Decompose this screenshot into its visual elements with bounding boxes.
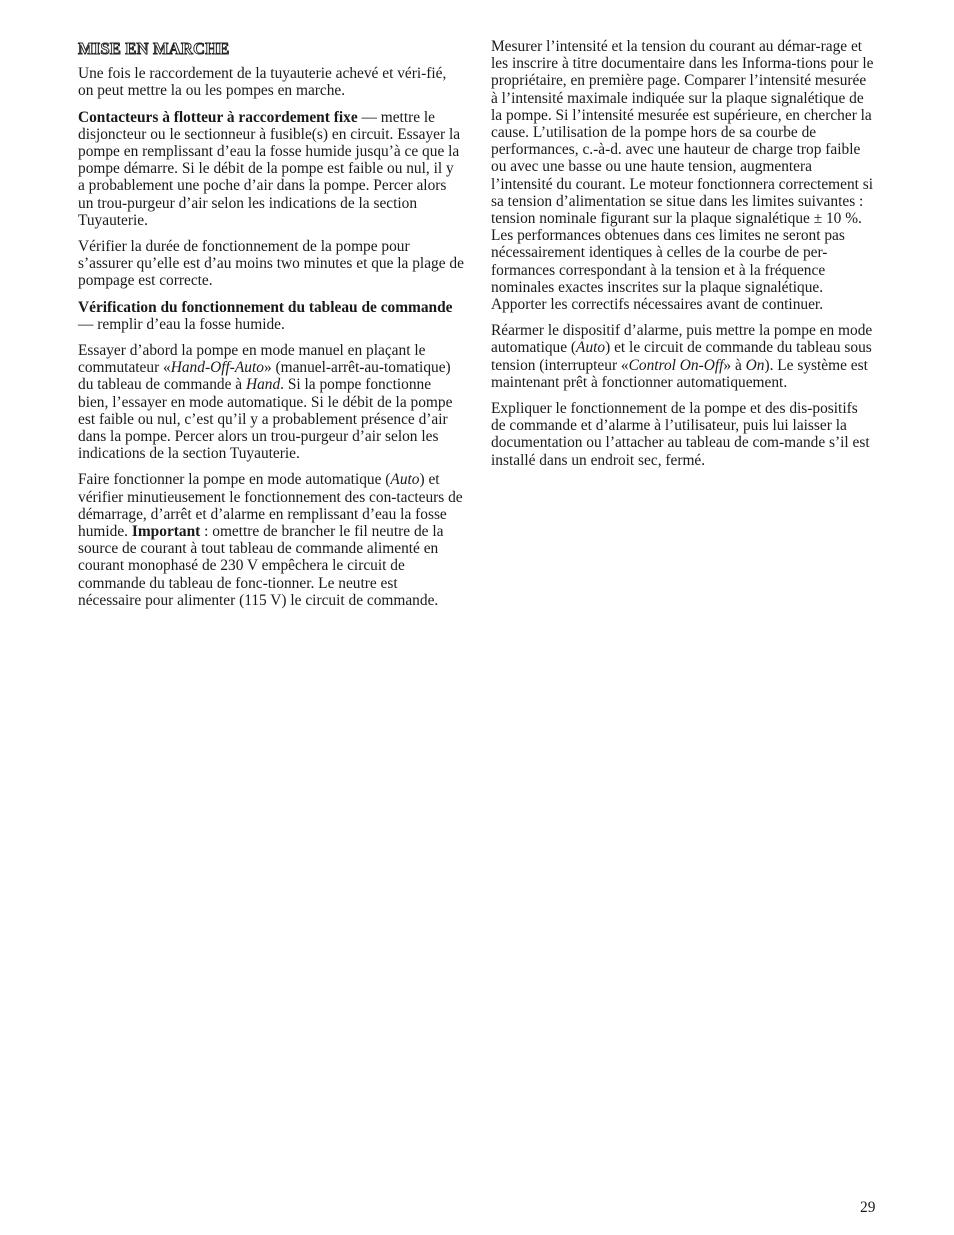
right-column: [491, 38, 876, 478]
paragraph-manual-mode: Essayer d’abord la pompe en mode manuel en plaçant le commutateur «Hand-Off-Auto» (manuel-arrêt-au-tomatique) du tableau de commande à Hand. Si la pompe fonctionne bien, l’essayer en mode automatique. Si le débit de la pompe est faible ou nul, c’est qu’il y a probablement présence d’air dans la pompe. Percer alors un trou-purgeur d’air selon les indications de la section Tuyauterie.: [78, 342, 453, 463]
paragraph-panel-check: Vérification du fonctionnement du tableau de commande — remplir d’eau la fosse humide.: [78, 298, 453, 333]
important-label: Important: [131, 523, 201, 541]
panel-check-heading: Vérification du fonctionnement du tableau de commande: [78, 298, 453, 316]
float-switches-heading: Contacteurs à flotteur à raccordement fixe: [78, 108, 358, 126]
paragraph-auto-mode: Faire fonctionner la pompe en mode automatique (Auto) et vérifier minutieusement le fonctionnement des con-tacteurs de démarrage, d’arrêt et d’alarme en remplissant d’eau la fosse humide. Important : omettre de brancher le fil neutre de la source de courant à tout tableau de commande alimenté en courant monophasé de 230 V empêchera le circuit de commande du tableau de fonc-tionner. Le neutre est nécessaire pour alimenter (115 V) le circuit de commande.: [78, 471, 463, 609]
paragraph-current-measure: Mesurer l’intensité et la tension du courant au démar-rage et les inscrire à titre documentaire dans les Informa-tions pour le propriétaire, en première page. Comparer l’intensité mesurée à l’intensité maximale indiquée sur la plaque signalétique de la pompe. Si l’intensité mesurée est supérieure, en chercher la cause. L’utilisation de la pompe hors de sa courbe de performances, c.-à-d. avec une hauteur de charge trop faible ou avec une basse ou une haute tension, augmentera l’intensité du courant. Le moteur fonctionnera correctement si sa tension d’alimentation se situe dans les limites suivantes : tension nominale figurant sur la plaque signalétique ± 10 %. Les performances obtenues dans ces limites ne seront pas nécessairement identiques à celles de la courbe de per-formances correspondant à la tension et à la fréquence nominales exactes inscrites sur la plaque signalétique. Apporter les correctifs nécessaires avant de continuer.: [491, 38, 874, 314]
page-number: 29: [860, 1199, 876, 1216]
paragraph-intro: Une fois le raccordement de la tuyauterie achevé et véri-fié, on peut mettre la ou les pompes en marche.: [78, 65, 447, 100]
paragraph-reset-alarm: Réarmer le dispositif d’alarme, puis mettre la pompe en mode automatique (Auto) et le circuit de commande du tableau sous tension (interrupteur «Control On-Off» à On). Le système est maintenant prêt à fonctionner automatiquement.: [491, 322, 873, 391]
section-title: MISE EN MARCHE: [78, 39, 230, 58]
paragraph-run-time: Vérifier la durée de fonctionnement de la pompe pour s’assurer qu’elle est d’au moins two minutes et que la plage de pompage est correcte.: [78, 238, 464, 290]
left-column: [78, 38, 464, 618]
paragraph-explain-user: Expliquer le fonctionnement de la pompe et des dis-positifs de commande et d’alarme à l’utilisateur, puis lui laisser la documentation ou l’attacher au tableau de com-mande s’il est installé dans un endroit sec, fermé.: [491, 400, 870, 469]
paragraph-float-switches: Contacteurs à flotteur à raccordement fixe — mettre le disjoncteur ou le sectionneur à fusible(s) en circuit. Essayer la pompe en remplissant d’eau la fosse humide jusqu’à ce que la pompe démarre. Si le débit de la pompe est faible ou nul, il y a probablement une poche d’air dans la pompe. Percer alors un trou-purgeur d’air selon les indications de la section Tuyauterie.: [78, 108, 461, 229]
